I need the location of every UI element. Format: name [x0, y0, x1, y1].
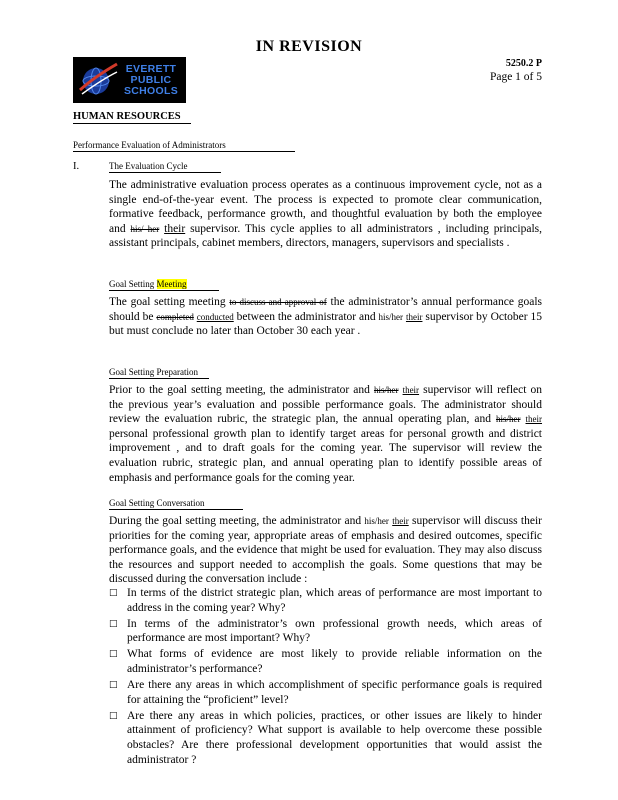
- part-title: The Evaluation Cycle: [109, 161, 221, 173]
- checkbox-bullet-icon: □: [109, 649, 118, 660]
- list-item: □ In terms of the administrator’s own professional growth needs, which areas of performance are most important? Why?: [109, 617, 542, 645]
- list-item: □ What forms of evidence are most likely to provide reliable information on the administrator’s performance?: [109, 648, 542, 675]
- deleted-text: his/her: [373, 385, 399, 395]
- checkbox-bullet-icon: □: [109, 618, 118, 629]
- inserted-text: their: [405, 311, 423, 322]
- deleted-text: completed: [156, 311, 194, 322]
- inserted-text: their: [525, 414, 543, 425]
- district-logo: [73, 57, 186, 103]
- checkbox-bullet-icon: □: [109, 588, 118, 598]
- list-item: □ In terms of the district strategic plan, which areas of performance are most important to address in the coming year? Why?: [109, 587, 542, 614]
- goal-setting-meeting-heading: Goal Setting Meeting: [109, 279, 219, 291]
- list-item: □ Are there any areas in which accomplishment of specific performance goals is required for attaining the “proficient” level?: [109, 679, 542, 706]
- inserted-text: their: [164, 222, 186, 235]
- deleted-text: to discuss and approval of: [229, 297, 327, 307]
- logo-line-2: PUBLIC: [130, 73, 172, 86]
- logo-line-3: SCHOOLS: [123, 84, 179, 97]
- section-heading: HUMAN RESOURCES: [73, 111, 191, 124]
- policy-number: 5250.2 P: [505, 58, 542, 69]
- goal-setting-conversation-heading: Goal Setting Conversation: [109, 498, 243, 510]
- preparation-paragraph: Prior to the goal setting meeting, the administrator and his/her their supervisor will reflect on the previous year’s evaluation and possible performance goals. The administrator should review the evaluation rubric, the strategic plan, the annual operating plan, and his/her their personal professional growth plan to identify target areas for personal growth and district improvement , and to draft goals for the coming year. The supervisor will review the evaluation rubric, strategic plan, and annual operating plan to identify possible areas of emphasis and performance goals for the coming year.: [109, 384, 543, 484]
- globe-swoosh-icon: [77, 60, 119, 100]
- intro-paragraph: The administrative evaluation process operates as a continuous improvement cycle, not as a single end-of-the-year event. The process is expected to promote clear communication, formative feedback, performance growth, and thoughtful evaluation by both the employee and his/ her their supervisor. This cycle applies to all administrators , including principals, assistant principals, cabinet members, directors, managers, supervisors and specialists .: [109, 179, 542, 250]
- logo-line-1: EVERETT: [125, 62, 177, 75]
- meeting-paragraph: The goal setting meeting to discuss and approval of the administrator’s annual performance goals should be completed conducted between the administrator and his/her their supervisor by October 15 but must conclude no later than October 30 each year .: [109, 296, 543, 338]
- page-title: IN REVISION: [255, 38, 363, 55]
- checkbox-bullet-icon: □: [109, 680, 118, 691]
- question-list: [109, 586, 542, 769]
- inserted-text: conducted: [196, 311, 234, 322]
- document-title: Performance Evaluation of Administrators: [73, 140, 295, 152]
- page-number: Page 1 of 5: [489, 71, 542, 83]
- deleted-text: his/her: [495, 414, 521, 425]
- goal-setting-preparation-heading: Goal Setting Preparation: [109, 367, 209, 379]
- part-number: I.: [73, 161, 80, 172]
- deleted-text: his/ her: [130, 223, 160, 234]
- conversation-paragraph: During the goal setting meeting, the administrator and his/her their supervisor will discuss their priorities for the coming year, appropriate areas of emphasis and desired outcomes, specific performance goals, and the evidence that might be used for evaluation. They may also discuss the resources and support needed to accomplish the goals. Some questions that may be discussed during the conversation include :: [109, 515, 543, 586]
- inserted-text: their: [392, 516, 409, 526]
- inserted-text: their: [402, 385, 420, 395]
- highlighted-text: Meeting: [156, 279, 187, 289]
- list-item: □ Are there any areas in which policies, practices, or other issues are likely to hinder attainment of proficiency? What support is available to help overcome these possible obstacles? Are there professional development opportunities that would assist the administrator ?: [109, 709, 542, 766]
- checkbox-bullet-icon: □: [109, 710, 118, 721]
